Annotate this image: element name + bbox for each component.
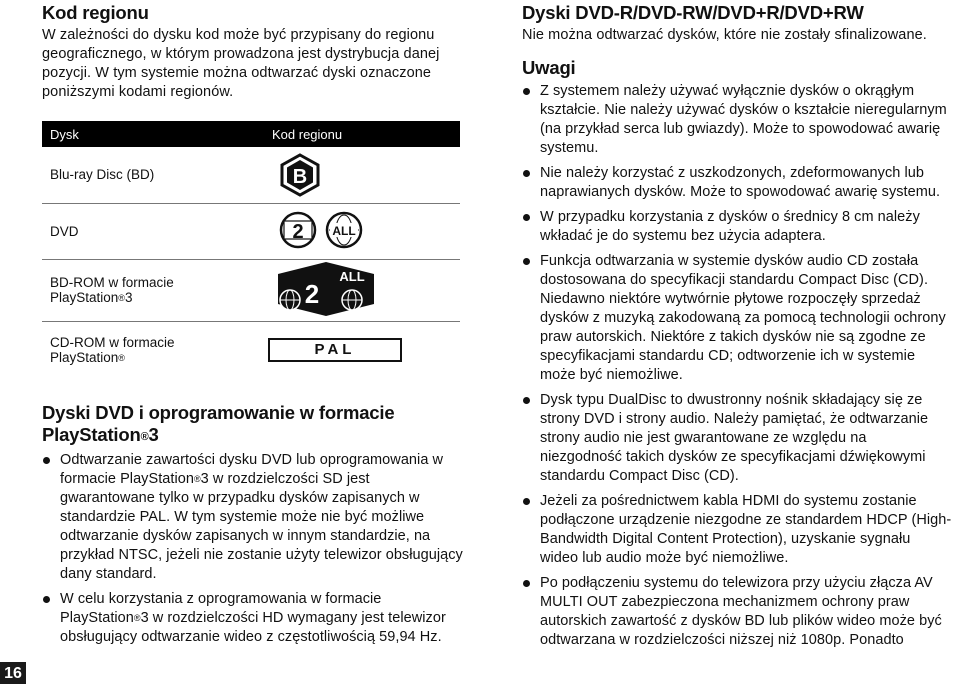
dvdr-heading: Dyski DVD-R/DVD-RW/DVD+R/DVD+RW bbox=[522, 2, 864, 23]
svg-text:ALL: ALL bbox=[339, 268, 365, 284]
region-table bbox=[42, 121, 460, 379]
region-text: W zależności do dysku kod może być przypisany do regionu geograficznego, w którym prowadzona jest dystrybucja danej pozycji. W tym systemie można odtwarzać dyski oznaczone poniższymi kodami regionów. bbox=[42, 27, 440, 100]
svg-text:2: 2 bbox=[304, 278, 320, 309]
row-cdrom-disc: CD-ROM w formacie PlayStation® bbox=[50, 335, 175, 366]
list-item: Po podłączeniu systemu do telewizora przy użyciu złącza AV MULTI OUT zabezpieczona mechanizmem ochrony praw autorskich zawartość z dysków BD lub plików wideo może być odtwarzana w rozdzielczości niższej niż 1080p. Ponadto bbox=[522, 574, 952, 650]
list-item: W przypadku korzystania z dysków o średnicy 8 cm należy wkładać je do systemu bez użycia adaptera. bbox=[522, 208, 952, 246]
ps-heading: Dyski DVD i oprogramowanie w formacie PlayStation®3 bbox=[42, 402, 395, 445]
notes-list bbox=[522, 82, 952, 650]
row-dvd-disc: DVD bbox=[50, 223, 79, 239]
svg-text:2: 2 bbox=[292, 220, 304, 243]
list-item: Odtwarzanie zawartości dysku DVD lub oprogramowania w formacie PlayStation®3 w rozdzielczości SD jest gwarantowane tylko w przypadku dysków zapisanych w standardzie PAL. W tym systemie może nie być możliwe odtwarzanie dysków zapisanych w innym standardzie, na przykład NTSC, jeżeli nie zostanie użyty telewizor obsługujący dany standard. bbox=[42, 451, 467, 584]
list-item: Dysk typu DualDisc to dwustronny nośnik składający się ze strony DVD i strony audio. Należy pamiętać, że odtwarzanie strony audio nie jest gwarantowane ze względu na niezgodność takich dysków ze specyfikacjami dźwiękowymi standardu Compact Disc (CD). bbox=[522, 391, 952, 486]
region-heading: Kod regionu bbox=[42, 2, 149, 23]
notes-heading: Uwagi bbox=[522, 57, 576, 78]
row-cdrom-code bbox=[264, 321, 460, 379]
list-item: W celu korzystania z oprogramowania w formacie PlayStation®3 w rozdzielczości HD wymagany jest telewizor obsługujący odtwarzanie wideo z częstotliwością 59,94 Hz. bbox=[42, 590, 467, 647]
list-item: Nie należy korzystać z uszkodzonych, zdeformowanych lub naprawianych dysków. Może to spowodować awarię systemu. bbox=[522, 164, 952, 202]
bdrom-region-logo bbox=[276, 262, 376, 316]
dvd-region-logos bbox=[278, 210, 368, 250]
pal-badge: PAL bbox=[268, 338, 402, 362]
row-dvd-code bbox=[264, 203, 460, 259]
list-item: Z systemem należy używać wyłącznie dysków o okrągłym kształcie. Nie należy używać dysków o kształcie nieregularnym (na przykład serca lub gwiazdy). Może to spowodować awarię systemu. bbox=[522, 82, 952, 158]
page-number: 16 bbox=[0, 662, 26, 684]
region-b-logo bbox=[278, 153, 322, 197]
dvdr-text: Nie można odtwarzać dysków, które nie zostały sfinalizowane. bbox=[522, 27, 927, 43]
ps-bullet-list bbox=[42, 451, 467, 647]
list-item: Jeżeli za pośrednictwem kabla HDMI do systemu zostanie podłączone urządzenie niezgodne ze standardem HDCP (High-Bandwidth Digital Content Protection), uzyskanie sygnału wideo lub audio może być niemożliwe. bbox=[522, 492, 952, 568]
svg-text:B: B bbox=[292, 166, 308, 189]
svg-text:ALL: ALL bbox=[332, 223, 356, 238]
col-header-region: Kod regionu bbox=[272, 126, 343, 142]
row-bdrom-code bbox=[264, 259, 460, 321]
left-column bbox=[42, 0, 482, 647]
right-column bbox=[522, 0, 952, 650]
row-bd-disc: Blu-ray Disc (BD) bbox=[50, 167, 155, 183]
col-header-disc: Dysk bbox=[50, 126, 79, 142]
row-bdrom-disc: BD-ROM w formacie PlayStation®3 bbox=[50, 275, 174, 305]
row-bd-code bbox=[264, 147, 460, 203]
list-item: Funkcja odtwarzania w systemie dysków audio CD została dostosowana do specyfikacji standardu Compact Disc (CD). Niedawno niektóre wytwórnie płytowe rozpoczęły sprzedaż dysków z muzyką zakodowaną za pomocą technologii ochrony praw autorskich. Niektóre z takich dysków nie są zgodne ze specyfikacjami standardu CD; odtworzenie ich w systemie może być niemożliwe. bbox=[522, 252, 952, 385]
